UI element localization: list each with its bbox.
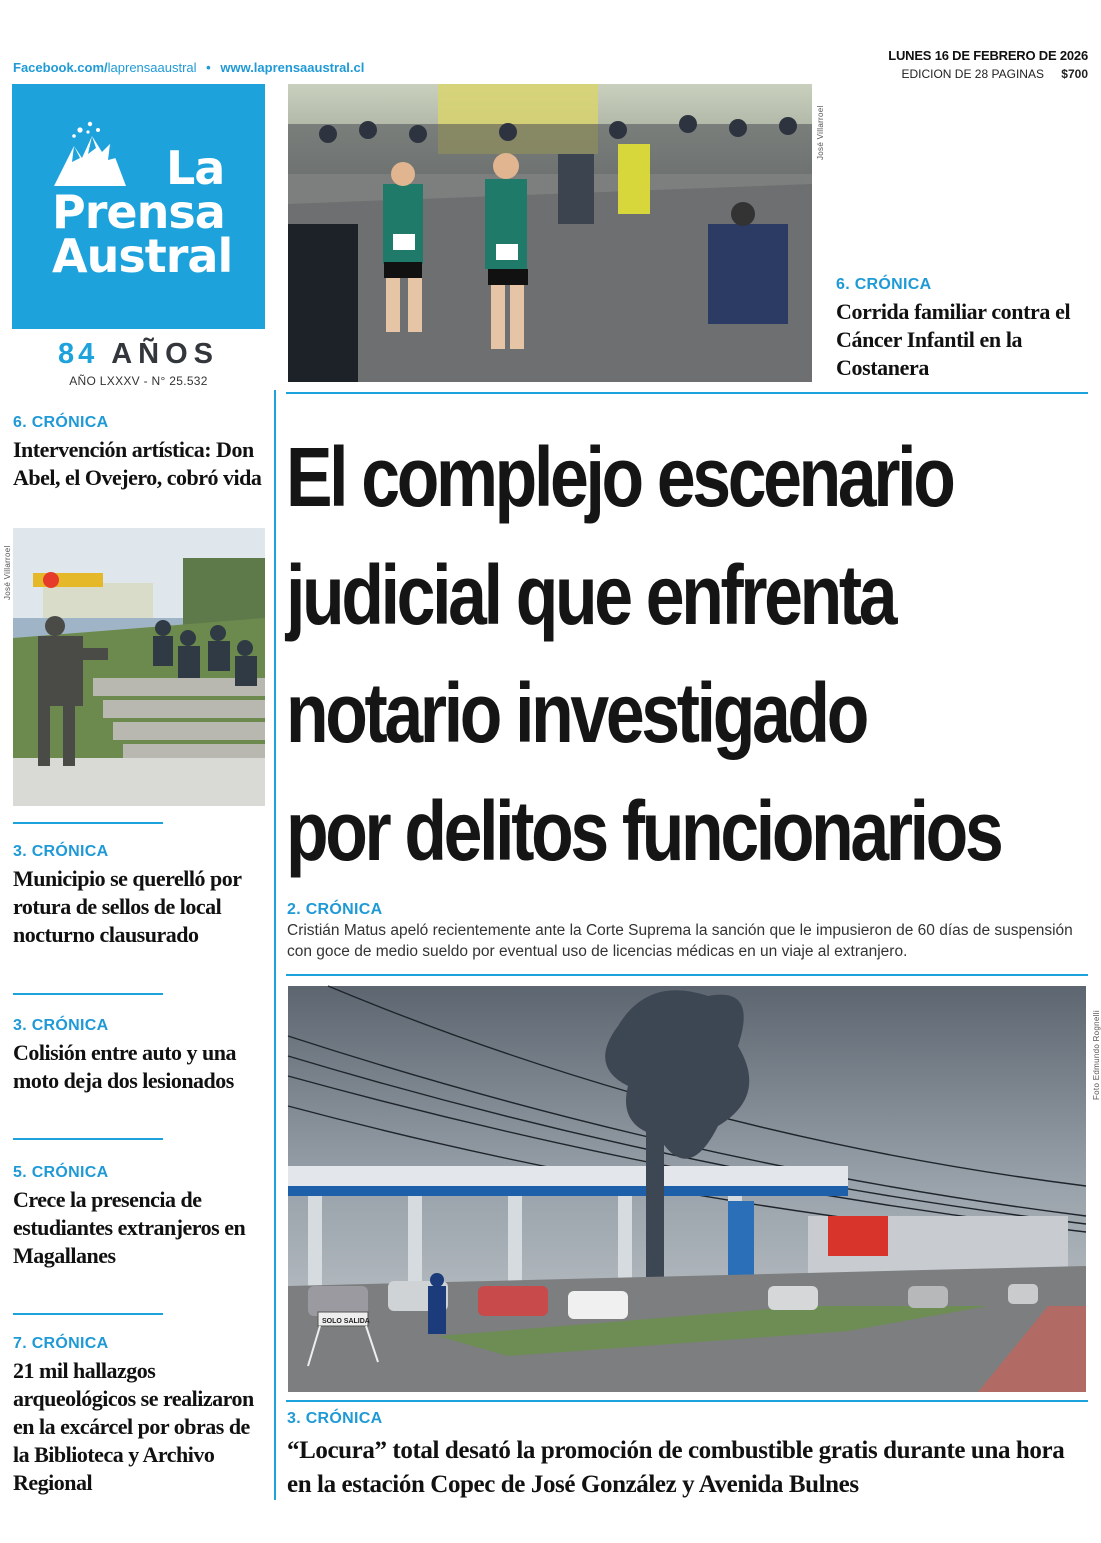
sidebar-separator (13, 1313, 163, 1315)
anniversary-banner (12, 338, 265, 371)
statue-photo-credit: José Villarroel (3, 545, 12, 600)
main-kicker[interactable]: 2. CRÓNICA (287, 901, 383, 918)
sidebar-headline: Crece la presencia de estudiantes extranjeros en Magallanes (13, 1187, 246, 1268)
sidebar-headline: Municipio se querelló por rotura de sellos de local nocturno clausurado (13, 866, 242, 947)
anniversary-word: AÑOS (111, 338, 220, 370)
sidebar-kicker: 3. CRÓNICA (13, 843, 109, 860)
sidebar-item[interactable] (13, 843, 265, 949)
main-headline-line: judicial que enfrenta (286, 548, 895, 642)
facebook-link[interactable]: Facebook.com/laprensaaustral (13, 60, 197, 75)
sidebar-item[interactable] (13, 1017, 265, 1095)
race-photo-image (288, 84, 812, 382)
race-headline[interactable]: Corrida familiar contra el Cáncer Infantil en la Costanera (836, 299, 1071, 380)
sidebar-kicker: 6. CRÓNICA (13, 414, 109, 431)
main-headline-line: notario investigado (286, 666, 866, 760)
issue-number: AÑO LXXXV - N° 25.532 (69, 374, 208, 388)
issue-price: $700 (1061, 67, 1088, 81)
logo-word-la: La (166, 141, 225, 195)
sidebar-item[interactable] (13, 414, 265, 492)
social-links (13, 60, 364, 75)
newspaper-logo[interactable] (12, 84, 265, 329)
masthead-bar (0, 0, 1100, 81)
sidebar-kicker: 5. CRÓNICA (13, 1164, 109, 1181)
edition-pages: EDICION DE 28 PAGINAS (901, 67, 1044, 81)
race-photo-credit: José Villarroel (816, 105, 825, 160)
sidebar-headline: 21 mil hallazgos arqueológicos se realizaron en la excárcel por obras de la Biblioteca y Archivo Regional (13, 1358, 254, 1495)
logo-word-austral: Austral (52, 229, 233, 283)
statue-photo-image (13, 528, 265, 806)
main-lede: Cristián Matus apeló recientemente ante la Corte Suprema la sanción que le impusieron de 60 días de suspensión con goce de medio sueldo por eventual uso de licencias médicas en un viaje al extranjero. (287, 922, 1073, 960)
race-kicker[interactable]: 6. CRÓNICA (836, 276, 932, 293)
fuel-station-photo[interactable] (288, 986, 1086, 1392)
sidebar-separator (13, 1138, 163, 1140)
sidebar-kicker: 7. CRÓNICA (13, 1335, 109, 1352)
main-headline[interactable] (286, 418, 1091, 890)
separator-dot: • (206, 60, 211, 75)
sidebar-separator (13, 822, 163, 824)
fuel-headline[interactable]: “Locura” total desató la promoción de combustible gratis durante una hora en la estación Copec de José González y Avenida Bulnes (287, 1437, 1065, 1498)
edition-info (888, 67, 1088, 81)
sidebar-item[interactable] (13, 1164, 265, 1270)
sidebar-kicker: 3. CRÓNICA (13, 1017, 109, 1034)
lede-divider (286, 974, 1088, 976)
sidebar-separator (13, 993, 163, 995)
main-headline-line: El complejo escenario (286, 430, 953, 524)
sidebar-headline: Intervención artística: Don Abel, el Ovejero, cobró vida (13, 437, 262, 490)
issue-date: LUNES 16 DE FEBRERO DE 2026 (888, 48, 1088, 63)
column-divider (274, 390, 276, 1500)
anniversary-number: 84 (57, 338, 99, 370)
sidebar-headline: Colisión entre auto y una moto deja dos lesionados (13, 1040, 237, 1093)
main-headline-line: por delitos funcionarios (286, 784, 1001, 878)
race-photo[interactable] (288, 84, 812, 382)
logo-word-prensa: Prensa (52, 185, 225, 239)
fuel-station-photo-image (288, 986, 1086, 1392)
statue-photo[interactable] (13, 528, 265, 806)
website-link[interactable]: www.laprensaaustral.cl (220, 60, 365, 75)
dateline (888, 48, 1088, 81)
fuel-photo-credit: Foto Edmundo Rognelli (1092, 1010, 1101, 1100)
bottom-divider (286, 1400, 1088, 1402)
solo-salida-sign: SOLO SALIDA (322, 1318, 370, 1325)
fuel-kicker[interactable]: 3. CRÓNICA (287, 1410, 383, 1427)
sidebar-item[interactable] (13, 1335, 265, 1497)
top-divider (286, 392, 1088, 394)
logo-wordmark (52, 141, 233, 283)
